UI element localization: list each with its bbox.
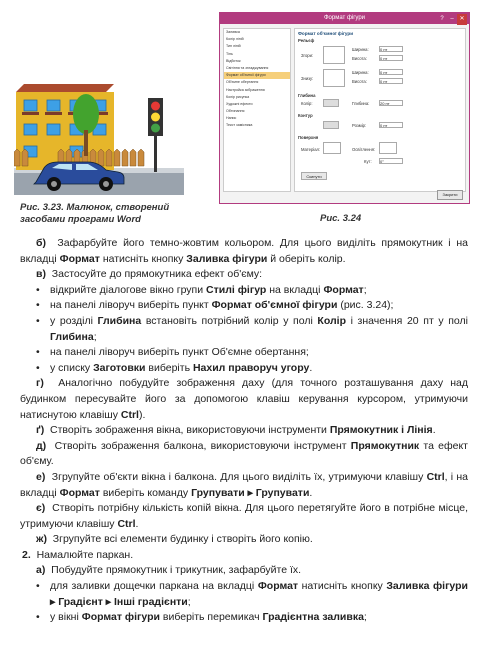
paragraph: ж) Згрупуйте всі елементи будинку і створіть його копію. — [36, 533, 313, 546]
close-button[interactable] — [437, 190, 463, 200]
bullet-item: • для заливки дощечки паркана на вкладці Формат натисніть кнопку Заливка фігури ▸ Градієнт ▸ Інші градієнти; — [20, 579, 468, 610]
sidebar-item-selected[interactable]: Формат об'ємної фігури — [224, 72, 290, 79]
close-icon[interactable]: ✕ — [457, 14, 467, 25]
material-picker[interactable] — [323, 142, 341, 154]
height-label: Висота: — [352, 56, 367, 61]
dialog-title: Формат фігури — [323, 15, 366, 21]
roof — [16, 84, 114, 92]
sidebar-item[interactable]: Заливка — [226, 30, 240, 34]
depth-input[interactable] — [379, 100, 403, 106]
bullet-item: • у вікні Формат фігури виберіть перемикач Градієнтна заливка; — [20, 610, 468, 626]
bullet-item: • у списку Заготовки виберіть Нахил праворуч угору. — [20, 361, 468, 377]
material-label: Матеріал: — [301, 147, 321, 152]
sidebar-item[interactable]: Колір ліній — [226, 37, 244, 42]
house-illustration — [14, 80, 184, 195]
paragraph: б) Зафарбуйте його темно-жовтим кольором. Для цього виділіть прямокутник і на вкладці Формат натисніть кнопку Заливка фігури й оберіть колір. — [20, 237, 468, 265]
sidebar-item[interactable]: Об'ємне обертання — [226, 80, 259, 85]
depth-color-picker[interactable] — [323, 99, 339, 107]
bevel-top-picker[interactable] — [323, 46, 345, 64]
section-depth: Глибина — [298, 93, 316, 98]
width-input[interactable] — [379, 46, 403, 52]
paragraph: а) Побудуйте прямокутник і трикутник, зафарбуйте їх. — [36, 564, 302, 577]
instructions-text — [20, 236, 468, 626]
height-input[interactable] — [379, 55, 403, 61]
paragraph: 2. Намалюйте паркан. — [22, 548, 134, 561]
sidebar-item[interactable]: Напис — [226, 116, 237, 121]
angle-label: Кут: — [364, 159, 372, 164]
value: 20 пт — [380, 101, 390, 106]
paragraph: е) Згрупуйте об'єкти вікна і балкона. Для цього виділіть їх, утримуючи клавішу Ctrl, і на вкладці Формат виберіть команду Групувати ▸ Групувати. — [20, 470, 468, 499]
traffic-light-pole — [154, 132, 157, 172]
dialog-sidebar — [223, 28, 291, 192]
sidebar-item[interactable]: Настройка зображення — [226, 87, 265, 92]
paragraph: д) Створіть зображення балкона, використовуючи інструмент Прямокутник та ефект об'єму. — [20, 439, 468, 468]
contour-color-picker[interactable] — [323, 121, 339, 129]
section-bevel: Рельєф — [298, 38, 315, 43]
size-label: Розмір: — [352, 123, 367, 128]
bullet-item: • на панелі ліворуч виберіть пункт Об'ємне обертання; — [20, 345, 468, 361]
reset-button[interactable] — [301, 172, 327, 180]
value: 0° — [380, 159, 384, 164]
bevel-bottom-picker[interactable] — [323, 69, 345, 87]
figure-caption-right: Рис. 3.24 — [320, 213, 362, 224]
sidebar-item[interactable]: Тінь — [226, 51, 233, 56]
section-surface: Поверхня — [298, 135, 319, 140]
color-label: Колір: — [301, 101, 313, 106]
sidebar-item[interactable]: Відбиток — [226, 58, 241, 63]
sidebar-item[interactable]: Колір рисунка — [226, 94, 250, 99]
reset-label: Скинути — [306, 174, 322, 179]
lighting-picker[interactable] — [379, 142, 397, 154]
paragraph: в) Застосуйте до прямокутника ефект об'єму: — [36, 268, 263, 281]
figure-caption-left: Рис. 3.23. Малюнок, створений засобами програми Word — [20, 202, 170, 225]
paragraph: ґ) Створіть зображення вікна, використовуючи інструменти Прямокутник і Лінія. — [36, 424, 436, 437]
value: 0 пт — [380, 70, 388, 75]
tree — [73, 94, 99, 134]
width-input[interactable] — [379, 69, 403, 75]
bottom-label: Знизу: — [301, 76, 314, 81]
close-label: Закрити — [442, 192, 458, 197]
sidebar-item[interactable]: Обтинання — [226, 109, 245, 114]
height-input[interactable] — [379, 78, 403, 84]
height-label: Висота: — [352, 79, 367, 84]
bullet-item: • на панелі ліворуч виберіть пункт Формат об'ємної фігури (рис. 3.24); — [20, 298, 468, 314]
paragraph: г) Аналогічно побудуйте зображення даху (для точного розташування даху над будинком пересувайте його за допомогою клавіш керування курсором, утримуючи натиснутою клавішу Ctrl). — [20, 377, 468, 421]
sidebar-item[interactable]: Художні ефекти — [226, 101, 253, 106]
paragraph: є) Створіть потрібну кількість копій вікна. Для цього перетягуйте його в потрібне місце, утримуючи клавішу Ctrl. — [20, 502, 468, 530]
value: 0 пт — [380, 56, 388, 61]
bullet-item: • відкрийте діалогове вікно групи Стилі фігур на вкладці Формат; — [20, 283, 468, 299]
sidebar-item[interactable]: Текст замісника — [226, 123, 253, 128]
size-input[interactable] — [379, 122, 403, 128]
top-label: Згори: — [301, 53, 314, 58]
width-label: Ширина: — [352, 47, 369, 52]
value: 0 пт — [380, 79, 388, 84]
depth-label: Глибина: — [352, 101, 370, 106]
bullet-item: • у розділі Глибина встановіть потрібний колір у полі Колір і значення 20 пт у полі Глибина; — [20, 314, 468, 345]
angle-input[interactable] — [379, 158, 403, 164]
value: 0 пт — [380, 47, 388, 52]
sidebar-item[interactable]: Світіння та згладжування — [226, 65, 269, 70]
format-shape-dialog — [219, 12, 470, 204]
sidebar-item[interactable]: Тип ліній — [226, 44, 241, 49]
section-contour: Контур — [298, 113, 313, 118]
value: 0 пт — [380, 123, 388, 128]
lighting-label: Освітлення: — [352, 147, 376, 152]
help-icon[interactable]: ? — [440, 16, 444, 22]
width-label: Ширина: — [352, 70, 369, 75]
dialog-title-bar — [220, 13, 469, 24]
minimize-icon[interactable]: – — [450, 16, 454, 22]
panel-heading: Формат об'ємної фігури — [298, 31, 354, 36]
dialog-main-panel — [294, 28, 466, 192]
